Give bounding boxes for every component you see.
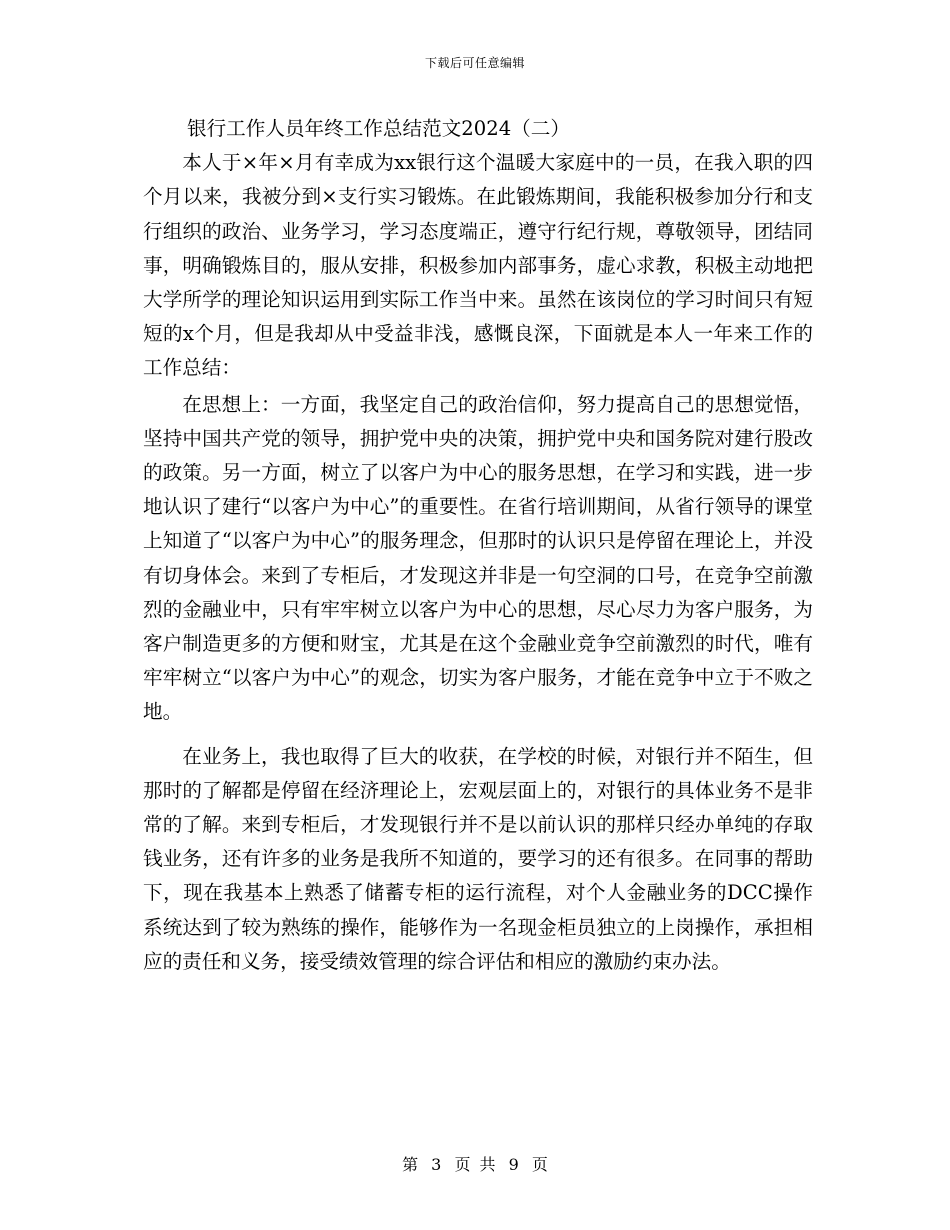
page-footer bbox=[0, 1152, 950, 1175]
footer-prefix: 第 bbox=[402, 1155, 419, 1174]
footer-middle: 页 共 bbox=[454, 1155, 496, 1174]
page-header-note: 下载后可任意编辑 bbox=[424, 56, 525, 70]
document-title: 银行工作人员年终工作总结范文2024（二） bbox=[187, 117, 570, 140]
paragraph-intro: 本人于×年×月有幸成为xx银行这个温暖大家庭中的一员，在我入职的四个月以来，我被分到×支行实习锻炼。在此锻炼期间，我能积极参加分行和支行组织的政治、业务学习，学习态度端正，遵守行纪行规，尊敬领导，团结同事，明确锻炼目的，服从安排，积极参加内部事务，虚心求教，积极主动地把大学所学的理论知识运用到实际工作当中来。虽然在该岗位的学习时间只有短短的x个月，但是我却从中受益非浅，感慨良深，下面就是本人一年来工作的工作总结： bbox=[143, 151, 813, 380]
footer-total-pages: 9 bbox=[508, 1155, 519, 1174]
footer-suffix: 页 bbox=[531, 1155, 548, 1174]
paragraph-business: 在业务上，我也取得了巨大的收获，在学校的时候，对银行并不陌生，但那时的了解都是停留在经济理论上，宏观层面上的，对银行的具体业务不是非常的了解。来到专柜后，才发现银行并不是以前认识的那样只经办单纯的存取钱业务，还有许多的业务是我所不知道的，要学习的还有很多。在同事的帮助下，现在我基本上熟悉了储蓄专柜的运行流程，对个人金融业务的DCC操作系统达到了较为熟练的操作，能够作为一名现金柜员独立的上岗操作，承担相应的责任和义务，接受绩效管理的综合评估和相应的激励约束办法。 bbox=[143, 744, 813, 973]
paragraph-ideology: 在思想上：一方面，我坚定自己的政治信仰，努力提高自己的思想觉悟，坚持中国共产党的领导，拥护党中央的决策，拥护党中央和国务院对建行股改的政策。另一方面，树立了以客户为中心的服务思想，在学习和实践，进一步地认识了建行“以客户为中心”的重要性。在省行培训期间，从省行领导的课堂上知道了“以客户为中心”的服务理念，但那时的认识只是停留在理论上，并没有切身体会。来到了专柜后，才发现这并非是一句空洞的口号，在竞争空前激烈的金融业中，只有牢牢树立以客户为中心的思想，尽心尽力为客户服务，为客户制造更多的方便和财宝，尤其是在这个金融业竞争空前激烈的时代，唯有牢牢树立“以客户为中心”的观念，切实为客户服务，才能在竞争中立于不败之地。 bbox=[143, 392, 813, 724]
footer-current-page: 3 bbox=[431, 1155, 442, 1174]
document-body bbox=[143, 112, 813, 979]
